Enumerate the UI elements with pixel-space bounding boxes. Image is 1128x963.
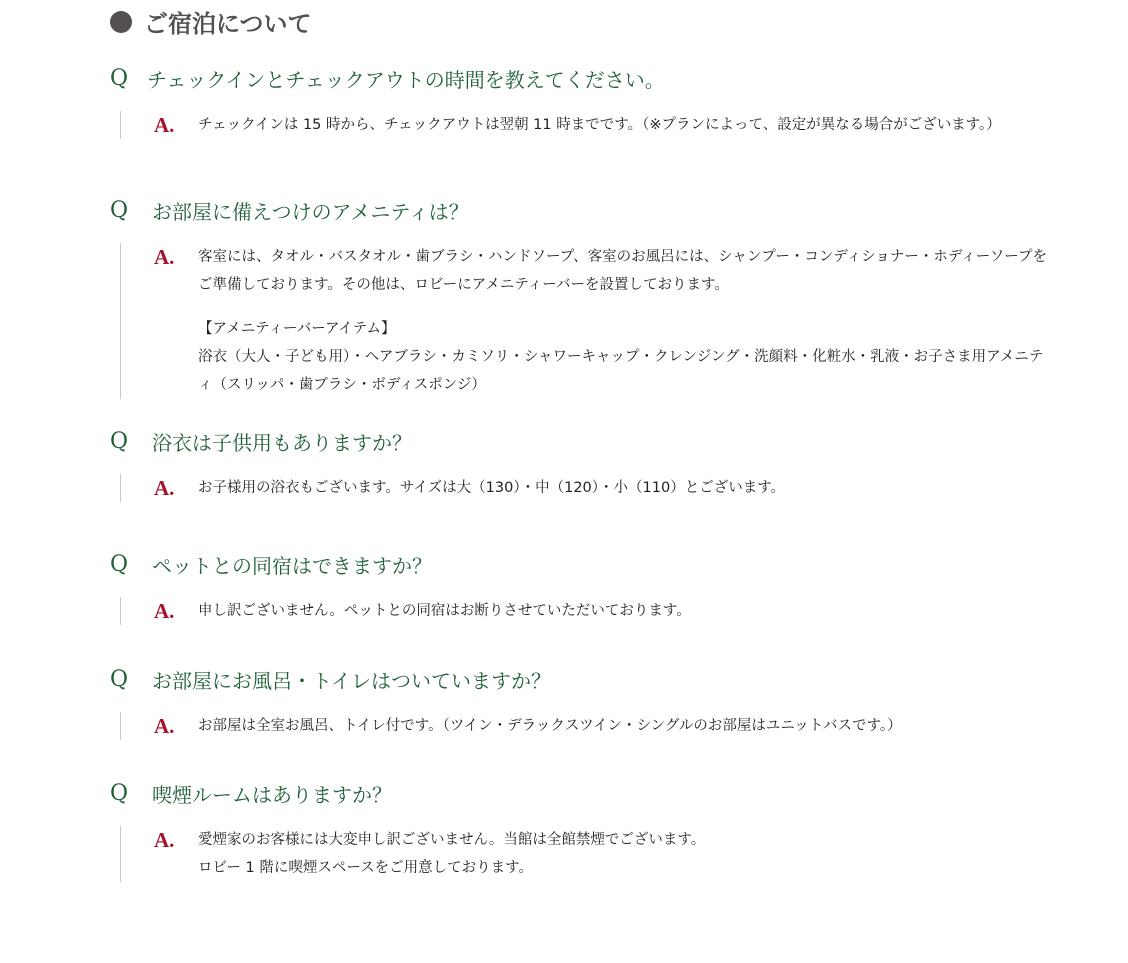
answer-text: チェックインは 15 時から、チェックアウトは翌朝 11 時までです。（※プランによって、設定が異なる場合がございます。） xyxy=(198,117,1001,133)
faq-question xyxy=(110,195,1060,225)
answer-text: お部屋は全室お風呂、トイレ付です。（ツイン・デラックスツイン・シングルのお部屋はユニットバスです。） xyxy=(198,718,902,734)
question-text: お部屋にお風呂・トイレはついていますか？ xyxy=(152,668,551,693)
answer-text: ロビー 1 階に喫煙スペースをご用意しております。 xyxy=(198,860,533,876)
faq-question xyxy=(110,426,1060,456)
faq-answer xyxy=(120,474,1060,502)
a-marker: A. xyxy=(154,599,175,623)
faq-answer xyxy=(120,712,1060,740)
answer-text: お子様用の浴衣もございます。サイズは大（130）・中（120）・小（110）とございます。 xyxy=(198,480,786,496)
q-marker: Q xyxy=(110,551,129,577)
faq-answer xyxy=(120,243,1060,399)
a-marker: A. xyxy=(154,828,175,852)
question-text: ペットとの同宿はできますか？ xyxy=(152,553,432,578)
question-text: お部屋に備えつけのアメニティは？ xyxy=(152,199,469,224)
faq-answer xyxy=(120,826,1060,882)
faq-item xyxy=(110,664,1060,740)
faq-item xyxy=(110,426,1060,502)
bullet-circle-icon xyxy=(110,11,132,33)
question-text: チェックインとチェックアウトの時間を教えてください。 xyxy=(147,67,665,92)
faq-question xyxy=(110,63,1060,93)
faq-answer xyxy=(120,597,1060,625)
faq-question xyxy=(110,664,1060,694)
answer-text: 申し訳ございません。ペットとの同宿はお断りさせていただいております。 xyxy=(198,603,691,619)
q-marker: Q xyxy=(110,428,129,454)
q-marker: Q xyxy=(110,780,129,806)
answer-text: 愛煙家のお客様には大変申し訳ございません。当館は全館禁煙でございます。 xyxy=(198,832,706,848)
a-marker: A. xyxy=(154,245,175,269)
section-title: ご宿泊について xyxy=(144,10,312,38)
faq-item xyxy=(110,549,1060,625)
question-text: 喫煙ルームはありますか？ xyxy=(152,782,392,807)
a-marker: A. xyxy=(154,476,175,500)
a-marker: A. xyxy=(154,113,175,137)
question-text: 浴衣は子供用もありますか？ xyxy=(152,430,412,455)
faq-answer xyxy=(120,111,1060,139)
faq-item xyxy=(110,778,1060,882)
section-heading xyxy=(110,4,312,39)
a-marker: A. xyxy=(154,714,175,738)
q-marker: Q xyxy=(110,666,129,692)
faq-question xyxy=(110,549,1060,579)
amenity-bar-items: 浴衣（大人・子ども用）・ヘアブラシ・カミソリ・シャワーキャップ・クレンジング・洗顔料・化粧水・乳液・お子さま用アメニティ（スリッパ・歯ブラシ・ボディスポンジ） xyxy=(198,349,1044,393)
faq-question xyxy=(110,778,1060,808)
amenity-bar-title: 【アメニティーバーアイテム】 xyxy=(198,321,396,337)
faq-item xyxy=(110,195,1060,399)
faq-item xyxy=(110,63,1060,139)
q-marker: Q xyxy=(110,197,129,223)
answer-text: 客室には、タオル・バスタオル・歯ブラシ・ハンドソープ、客室のお風呂には、シャンプー・コンディショナー・ホディーソープをご準備しております。その他は、ロビーにアメニティーバーを設置しております。 xyxy=(198,249,1047,293)
q-marker: Q xyxy=(110,65,129,91)
